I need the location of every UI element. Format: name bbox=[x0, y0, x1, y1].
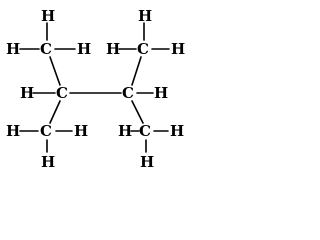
hydrogen-atom: H bbox=[41, 7, 56, 25]
hydrogen-atom: H bbox=[74, 122, 89, 140]
hydrogen-atom: H bbox=[6, 122, 21, 140]
bond-cml-cbl bbox=[50, 101, 60, 123]
hydrogen-atom: H bbox=[140, 153, 155, 171]
bond-ctl-cml bbox=[50, 57, 60, 85]
hydrogen-atom: H bbox=[106, 40, 121, 58]
hydrogen-atom: H bbox=[154, 84, 169, 102]
carbon-atom: C bbox=[40, 40, 52, 58]
hydrogen-atom: H bbox=[138, 7, 153, 25]
carbon-atom: C bbox=[137, 40, 149, 58]
bond-ctr-cmr bbox=[132, 57, 141, 85]
bond-cmr-cbr bbox=[132, 101, 143, 123]
structural-formula bbox=[0, 0, 200, 178]
hydrogen-atom: H bbox=[41, 153, 56, 171]
carbon-atom: C bbox=[139, 122, 151, 140]
hydrogen-atom: H bbox=[171, 40, 186, 58]
atoms bbox=[6, 7, 185, 171]
hydrogen-atom: H bbox=[170, 122, 185, 140]
hydrogen-atom: H bbox=[118, 122, 133, 140]
carbon-atom: C bbox=[122, 84, 134, 102]
hydrogen-atom: H bbox=[20, 84, 35, 102]
hydrogen-atom: H bbox=[77, 40, 92, 58]
carbon-atom: C bbox=[56, 84, 68, 102]
hydrogen-atom: H bbox=[6, 40, 21, 58]
carbon-atom: C bbox=[40, 122, 52, 140]
